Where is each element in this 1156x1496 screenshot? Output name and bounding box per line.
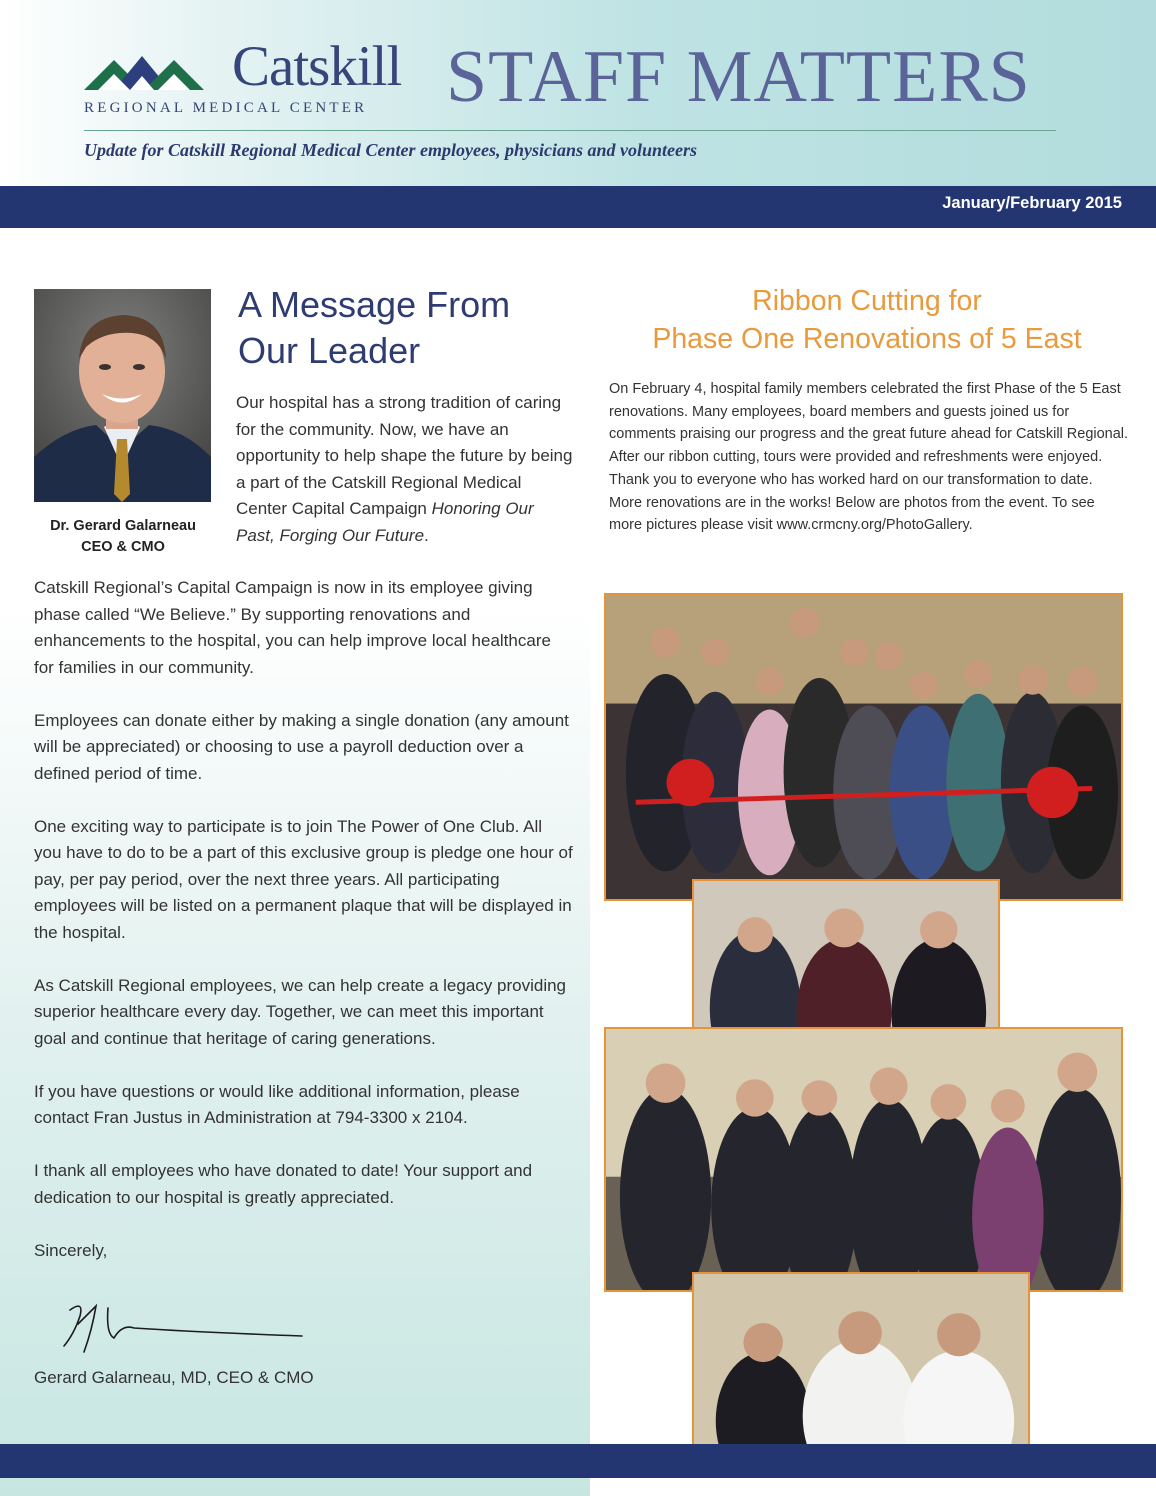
catskill-mountain-logo — [84, 50, 234, 94]
heading-line-1: Ribbon Cutting for — [752, 285, 982, 317]
heading-line-2: Our Leader — [238, 330, 421, 371]
body-paragraph: If you have questions or would like additional information, please contact Fran Justus in Administration at 794-3300 x 2104. — [34, 1081, 520, 1127]
body-paragraph: I thank all employees who have donated to date! Your support and dedication to our hospital is greatly appreciated. — [34, 1161, 533, 1207]
portrait-caption — [24, 516, 222, 558]
leader-intro-paragraph — [236, 390, 576, 549]
heading-line-1: A Message From — [238, 284, 511, 325]
issue-date: January/February 2015 — [942, 194, 1122, 212]
group-photo-three-staff — [692, 1272, 1030, 1462]
header — [0, 0, 1156, 186]
group-photo-eight-people — [604, 1027, 1123, 1292]
logo-name: Catskill — [232, 35, 402, 98]
closing-salutation: Sincerely, — [34, 1240, 108, 1260]
intro-text: Our hospital has a strong tradition of caring for the community. Now, we have an opportunity to help shape the future by being a part of the Catskill Regional Medical Center Capital Campaign — [236, 393, 573, 518]
handwritten-signature — [34, 1294, 304, 1366]
body-paragraph: As Catskill Regional employees, we can help create a legacy providing superior healthcare every day. Together, we can meet this important goal and continue that heritage of caring generations. — [34, 975, 567, 1048]
signature-name: Gerard Galarneau, MD, CEO & CMO — [34, 1368, 314, 1387]
body-paragraph: Catskill Regional’s Capital Campaign is now in its employee giving phase called “We Believe.” By supporting renovations and enhancements to the hospital, you can help improve local healthcare for families in our community. — [34, 578, 551, 677]
body-paragraph: Employees can donate either by making a single donation (any amount will be appreciated) or choosing to use a payroll deduction over a defined period of time. — [34, 710, 569, 783]
ribbon-cutting-photo — [604, 593, 1123, 901]
caption-name: Dr. Gerard Galarneau — [50, 518, 196, 534]
caption-title: CEO & CMO — [81, 539, 165, 555]
leader-message-heading — [238, 282, 510, 374]
campaign-name: Honoring Our Past, Forging Our Future — [236, 499, 534, 545]
ribbon-cutting-body: On February 4, hospital family members celebrated the first Phase of the 5 East renovations. Many employees, board members and guests joined us for comments praising our progress and the great future ahead for Catskill Regional. After our ribbon cutting, tours were provided and refreshments were enjoyed. Thank you to everyone who has worked hard on our transformation to date. More renovations are in the works! Below are photos from the event. To see more pictures please visit www.crmcny.org/PhotoGallery. — [609, 381, 1129, 534]
heading-line-2: Phase One Renovations of 5 East — [652, 323, 1082, 355]
leader-portrait — [34, 289, 211, 502]
intro-period: . — [424, 525, 429, 545]
tagline: Update for Catskill Regional Medical Center employees, physicians and volunteers — [84, 140, 697, 160]
footer-band — [0, 1444, 1156, 1478]
leader-message-body — [34, 575, 574, 1291]
masthead-title: STAFF MATTERS — [446, 36, 1031, 118]
logo-subtitle: REGIONAL MEDICAL CENTER — [84, 100, 368, 116]
ribbon-cutting-heading — [606, 282, 1128, 358]
body-paragraph: One exciting way to participate is to join The Power of One Club. All you have to do to be a part of this exclusive group is pledge one hour of pay, per pay period, over the next three years. All participating employees will be listed on a permanent plaque that will be displayed in the hospital. — [34, 816, 573, 942]
header-divider — [84, 130, 1056, 131]
